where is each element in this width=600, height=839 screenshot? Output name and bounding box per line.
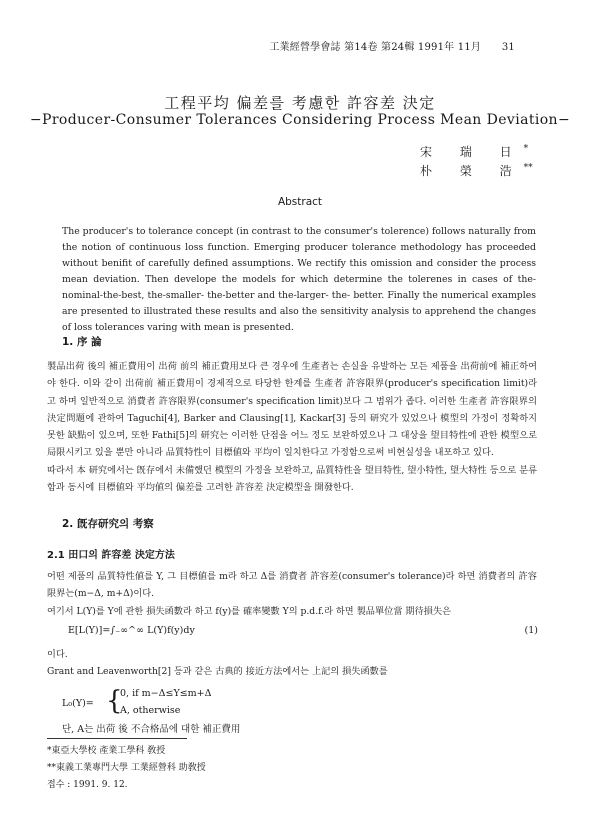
author-2 [420, 162, 533, 179]
equation-2-brace: { [106, 686, 123, 716]
section-2-body-a [47, 568, 537, 620]
section-1-heading: 1. 序 論 [62, 336, 102, 348]
section-2-heading: 2. 旣存研究의 考察 [62, 518, 154, 530]
subsection-2-1-heading: 2.1 田口의 許容差 決定方法 [47, 550, 175, 561]
author-2-name: 朴 榮 浩 [420, 164, 524, 178]
author-1 [420, 143, 528, 160]
equation-2-case-2: A, otherwise [120, 705, 181, 716]
abstract-paragraph: The producer's to tolerance concept (in contrast to the consumer's tolerence) follows naturally from the notion of continuous loss function. Emerging producer tolerance methodology has proceeded without benifit of carefully defined assumptions. We rectify this omission and consider the process mean deviation. Then develope the models for which determine the tolerenes in cases of the-nominal-the-best, the-smaller- the-better and the-larger- the- better. Finally the numerical examples are presented to illustrated these results and also the sensitivity analysis to apprehend the changes of loss tolerances varing with mean is presented. [62, 226, 536, 333]
abstract-text [62, 224, 536, 336]
footnote-2: **東義工業專門大學 工業經營科 助敎授 [47, 763, 206, 773]
author-1-name: 宋 瑞 日 [420, 145, 524, 159]
section-2-paragraph-2: 여기서 L(Y)를 Y에 관한 損失函數라 하고 f(y)를 確率變數 Y의 p.d.f.라 하면 製品單位當 期待損失은 [47, 605, 452, 617]
author-2-mark: ** [523, 163, 533, 173]
equation-1-number: (1) [524, 625, 538, 636]
journal-citation: 工業經營學會誌 第14卷 第24輯 1991年 11月 [269, 42, 482, 53]
journal-header [269, 38, 515, 53]
author-1-mark: * [523, 144, 529, 154]
paper-title-korean: 工程平均 偏差를 考慮한 許容差 決定 [164, 94, 436, 112]
section-2-paragraph-1: 어떤 제품의 品質特性値를 Y, 그 目標値를 m라 하고 Δ를 消費者 許容差(consumer's tolerance)라 하면 消費者의 許容限界는(m−Δ, m+Δ)이다. [47, 571, 537, 600]
page-number: 31 [501, 42, 515, 53]
equation-1: E[L(Y)]=∫₋∞^∞ L(Y)f(y)dy [68, 625, 195, 636]
equation-2-note: 단, A는 出荷 後 不合格品에 대한 補正費用 [62, 724, 241, 735]
equation-2-case-1: 0, if m−Δ≤Y≤m+Δ [120, 688, 212, 699]
footnote-divider [47, 738, 187, 739]
footnote-1: *東亞大學校 產業工學科 敎授 [47, 746, 166, 756]
section-1-paragraph-1: 製品出荷 後의 補正費用이 出荷 前의 補正費用보다 큰 경우에 生產者는 손실을 유발하는 모든 제품을 出荷前에 補正하여야 한다. 이와 같이 出荷前 補正費用이 경제적으로 타당한 한계를 生產者 許容限界(producer's specification limit)라고 하며 일반적으로 消費者 許容限界(consumer's specification limit)보다 그 범위가 좁다. 이러한 生產者 許容限界의 決定問題에 관하여 Taguchi[4], Barker and Clausing[1], Kackar[3] 등의 研究가 있었으나 模型의 가정이 정확하지 못한 缺點이 있으며, 또한 Fathi[5]의 研究는 이러한 단점을 어느 정도 보완하였으나 그 대상을 望目特性에 관한 模型으로 局限시키고 있을 뿐만 아니라 品質特性이 目標値와 平均이 일치한다고 가정함으로써 비현실성을 내포하고 있다. [47, 361, 537, 459]
section-2-body-b [47, 646, 537, 681]
section-1-body [47, 358, 537, 496]
equation-2-lhs: L₀(Y)= [62, 698, 94, 709]
footnote-3: 접수 : 1991. 9. 12. [47, 780, 128, 790]
section-2-paragraph-3: 이다. [47, 649, 68, 660]
section-2-paragraph-4: Grant and Leavenworth[2] 등과 같은 古典的 接近方法에서는 上記의 損失函數를 [47, 666, 388, 678]
paper-title-english: −Producer-Consumer Tolerances Considering Process Mean Deviation− [29, 112, 571, 128]
abstract-heading: Abstract [277, 196, 323, 208]
section-1-paragraph-2: 따라서 本 研究에서는 旣存에서 未備했던 模型의 가정을 보완하고, 品質特性을 望目特性, 望小特性, 望大特性 등으로 분류함과 동시에 目標値와 平均値의 偏差를 고려한 許容差 決定模型을 開發한다. [47, 464, 537, 494]
